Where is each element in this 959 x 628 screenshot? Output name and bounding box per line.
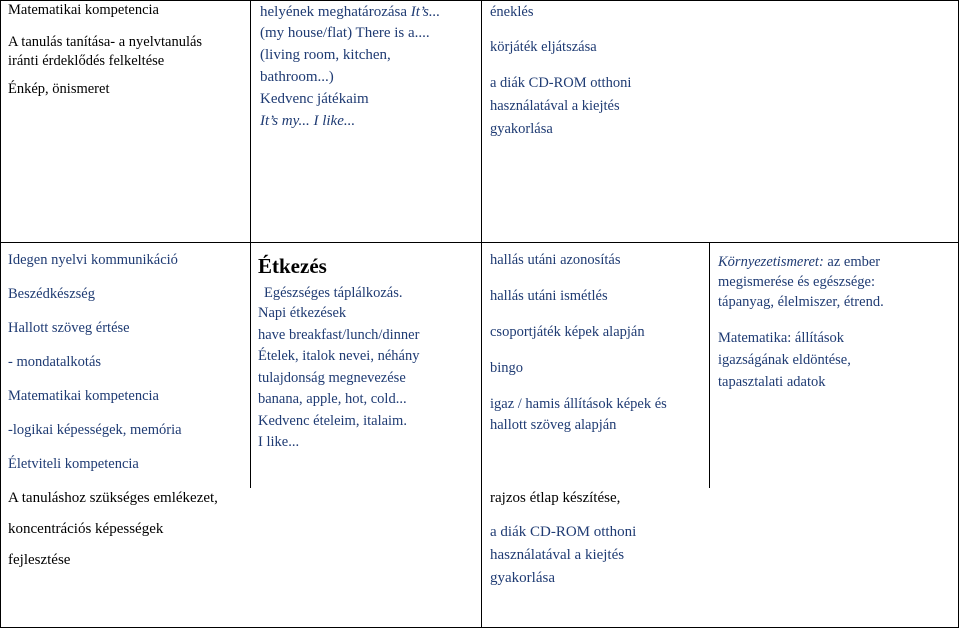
row2-competences	[8, 250, 182, 475]
topic-line: Egészséges táplálkozás.	[264, 285, 403, 301]
competence-item: Matematikai kompetencia	[8, 2, 159, 18]
activity-line: körjáték eljátszása	[490, 39, 597, 55]
activity-line: a diák CD-ROM otthoni	[490, 524, 637, 540]
activity-line: rajzos étlap készítése,	[490, 490, 621, 506]
competence-item: Énkép, önismeret	[8, 81, 110, 97]
competence-item: A tanulás tanítása- a nyelvtanulás	[8, 34, 203, 50]
topic-line: tulajdonság megnevezése	[258, 369, 406, 386]
column-divider	[0, 0, 1, 628]
row2-topic	[258, 253, 419, 454]
activity-line: a diák CD-ROM otthoni	[490, 75, 632, 91]
link-line: tápanyag, élelmiszer, étrend.	[718, 294, 884, 310]
link-line: Matematika: állítások	[718, 330, 845, 346]
column-divider	[250, 0, 251, 488]
topic-line: banana, apple, hot, cold...	[258, 391, 407, 407]
activity-line: hallás utáni azonosítás	[490, 252, 621, 268]
topic-line: have breakfast/lunch/dinner	[258, 326, 420, 343]
competence-item: Matematikai kompetencia	[8, 388, 159, 404]
competence-item: Beszédkészség	[8, 286, 95, 302]
competence-item: fejlesztése	[8, 552, 71, 568]
topic-title: Étkezés	[258, 254, 327, 278]
link-line: Környezetismeret: az ember	[718, 254, 881, 270]
row2-crosscurricular	[718, 252, 884, 393]
link-line: megismerése és egészsége:	[718, 274, 876, 290]
competence-item: Hallott szöveg értése	[8, 320, 130, 336]
competence-item: -logikai képességek, memória	[8, 422, 182, 438]
competence-item: Idegen nyelvi kommunikáció	[8, 252, 178, 268]
row2-activities	[490, 250, 667, 436]
activity-line: gyakorlása	[490, 121, 553, 137]
competence-item: A tanuláshoz szükséges emlékezet,	[8, 490, 218, 506]
topic-line: (my house/flat) There is a....	[260, 25, 430, 41]
activity-line: csoportjáték képek alapján	[490, 324, 645, 340]
topic-line: bathroom...)	[260, 69, 334, 85]
activity-line: igaz / hamis állítások képek és	[490, 396, 667, 412]
competence-item: - mondatalkotás	[8, 354, 102, 370]
activity-line: használatával a kiejtés	[490, 98, 620, 114]
link-line: igazságának eldöntése,	[718, 352, 851, 368]
competence-item: iránti érdeklődés felkeltése	[8, 53, 165, 69]
column-divider	[481, 0, 482, 628]
topic-line: (living room, kitchen,	[260, 47, 391, 63]
link-line: tapasztalati adatok	[718, 374, 826, 390]
activity-line: bingo	[490, 360, 524, 376]
topic-line: Napi étkezések	[258, 305, 347, 321]
topic-line: Ételek, italok nevei, néhány	[258, 348, 420, 364]
topic-line: Kedvenc ételeim, italaim.	[258, 412, 407, 429]
competence-item: koncentrációs képességek	[8, 521, 164, 537]
topic-line: Kedvenc játékaim	[260, 91, 369, 107]
row1-activities	[490, 2, 631, 141]
row1-topic	[260, 3, 440, 132]
column-divider	[709, 242, 710, 488]
topic-line: I like...	[258, 434, 300, 450]
activity-line: hallott szöveg alapján	[490, 417, 617, 433]
activity-line: gyakorlása	[490, 570, 555, 586]
activity-line: éneklés	[490, 4, 534, 20]
row-divider	[0, 242, 959, 243]
topic-line: helyének meghatározása It’s...	[260, 4, 441, 20]
row3-activities	[490, 488, 636, 590]
row1-competences	[8, 0, 202, 100]
activity-line: használatával a kiejtés	[490, 547, 625, 563]
activity-line: hallás utáni ismétlés	[490, 288, 608, 304]
row3-competences	[8, 488, 218, 571]
competence-item: Életviteli kompetencia	[8, 456, 139, 472]
topic-line: It’s my... I like...	[260, 113, 356, 129]
